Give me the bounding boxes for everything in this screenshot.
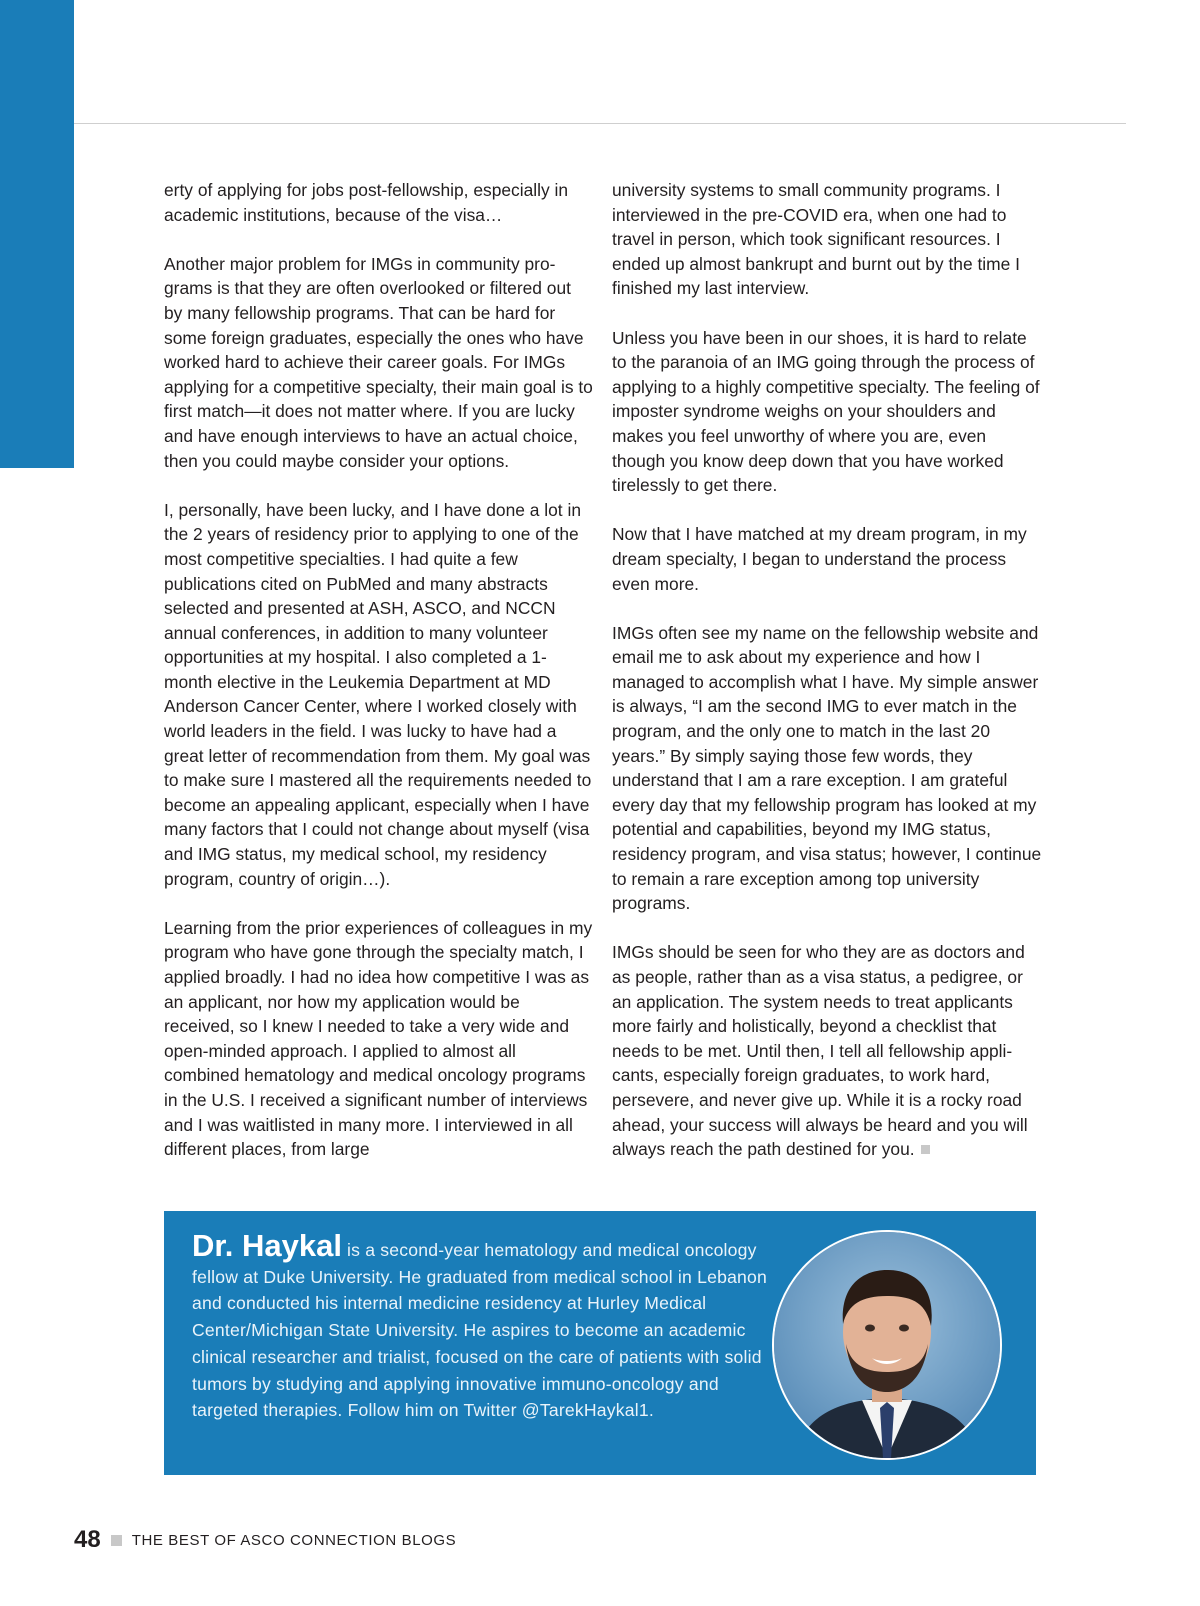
publication-title: THE BEST OF ASCO CONNECTION BLOGS [131, 1531, 457, 1549]
article-paragraph: university systems to small community programs. I interviewed in the pre-COVID era, when one had to travel in person, which took significant resources. I ended up almost bankrupt and burnt out by the time I finished my last interview. [612, 180, 1020, 299]
article-paragraph: IMGs often see my name on the fellowship website and email me to ask about my experience and how I managed to accomplish what I have. My simple answer is always, “I am the second IMG to ever match in the program, and the only one to match in the last 20 years.” By simply saying those few words, they understand that I am a rare exception. I am grateful every day that my fellowship program has looked at my potential and capabilities, beyond my IMG status, residency program, and visa status; however, I continue to remain a rare exception among top university programs. [612, 622, 1042, 914]
page-footer [74, 1524, 456, 1556]
article-paragraph: I, personally, have been lucky, and I have done a lot in the 2 years of residency prior to applying to one of the most competitive specialties. I had quite a few publications cited on PubMed and many abstracts selected and presented at ASH, ASCO, and NCCN annual conferences, in addition to many volunteer opportunities at my hospital. I also completed a 1-month elective in the Leukemia Department at MD Anderson Cancer Center, where I worked closely with world leaders in the field. I was lucky to have had a great letter of recommendation from them. My goal was to make sure I mastered all the requirements needed to become an appealing applicant, especially when I have many factors that I could not change about myself (visa and IMG status, my medical school, my residency program, country of origin…). [164, 499, 592, 889]
article-final-text: IMGs should be seen for who they are as doctors and as people, rather than as a visa status, a pedigree, or an application. The system needs to treat applicants more fairly and holistically, beyond a checklist that needs to be met. Until then, I tell all fellowship applicants, especially foreign graduates, to work hard, persevere, and never give up. While it is a rocky road ahead, your success will always be heard and you will always reach the path destined for you. [612, 942, 1028, 1160]
page-number: 48 [74, 1526, 101, 1553]
author-portrait-image [774, 1232, 1000, 1458]
author-bio-text: is a second-year hematology and medical oncology fellow at Duke University. He graduated from medical school in Lebanon and conducted his internal medicine residency at Hurley Medical Center/Michigan State University. He aspires to become an academic clinical researcher and trialist, focused on the care of patients with solid tumors by studying and applying innovative immuno-oncology and targeted therapies. Follow him on Twitter @TarekHaykal1. [192, 1240, 768, 1421]
author-portrait [772, 1230, 1002, 1460]
end-of-article-marker [921, 1145, 930, 1154]
footer-square-marker [111, 1535, 122, 1546]
author-name: Dr. Haykal [192, 1228, 342, 1263]
article-left-column [164, 178, 594, 1162]
article-paragraph: Now that I have matched at my dream program, in my dream specialty, I began to understand the process even more. [612, 524, 1027, 594]
article-paragraph: Another major problem for IMGs in community programs is that they are often overlooked or filtered out by many fellowship programs. That can be hard for some foreign graduates, especially the ones who have worked hard to achieve their career goals. For IMGs applying for a competitive specialty, their main goal is to first match—it does not matter where. If you are lucky and have enough interviews to have an actual choice, then you could maybe consider your options. [164, 253, 593, 471]
article-paragraph: Unless you have been in our shoes, it is hard to relate to the paranoia of an IMG going through the process of applying to a highly competitive specialty. The feeling of imposter syndrome weighs on your shoulders and makes you feel unworthy of where you are, even though you know deep down that you have worked tirelessly to get there. [612, 327, 1040, 496]
article-right-column [612, 178, 1044, 1162]
article-paragraph: erty of applying for jobs post-fellowship, especially in academic institutions, because of the visa… [164, 180, 569, 225]
article-paragraph-final [612, 940, 1044, 1161]
article-paragraph: Learning from the prior experiences of colleagues in my program who have gone through the specialty match, I applied broadly. I had no idea how competitive I was as an applicant, nor how my application would be received, so I knew I needed to take a very wide and open-minded approach. I applied to almost all combined hematology and medical oncology programs in the U.S. I received a significant number of interviews and I was waitlisted in many more. I interviewed in all different places, from large [164, 917, 593, 1160]
accent-side-bar [0, 0, 74, 468]
author-bio [192, 1228, 772, 1424]
header-rule [74, 123, 1126, 124]
author-bio-box [164, 1211, 1036, 1475]
